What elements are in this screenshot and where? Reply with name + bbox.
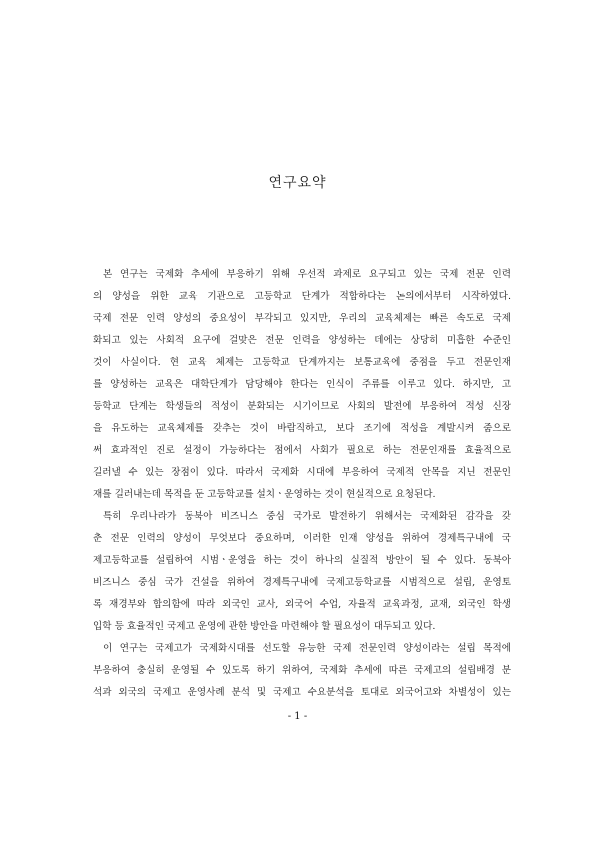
- text-line: 석과 외국의 국제고 운영사례 분석 및 국제고 수요분석을 토대로 외국어고와 차별성이 있는: [93, 687, 511, 698]
- text-line: 특히 우리나라가 동북아 비즈니스 중심 국가로 발전하기 위해서는 국제화된 감각을 갖: [103, 511, 511, 522]
- text-line: 국제 전문 인력 양성의 중요성이 부각되고 있지만, 우리의 교육체제는 빠른 속도로 국제: [93, 313, 511, 324]
- text-line: 춘 전문 인력의 양성이 무엇보다 중요하며, 이러한 인재 양성을 위하여 경제특구내에 국: [93, 533, 511, 544]
- text-line: 록 재경부와 합의함에 따라 외국인 교사, 외국어 수업, 자율적 교육과정, 교재, 외국인 학생: [93, 599, 511, 610]
- text-line: 화되고 있는 사회적 요구에 걸맞은 전문 인력을 양성하는 데에는 상당히 미흡한 수준인: [93, 335, 511, 346]
- text-line: 재를 길러내는데 목적을 둔 고등학교를 설치ㆍ운영하는 것이 현실적으로 요청된다.: [93, 489, 436, 500]
- text-line: 길러낼 수 있는 장점이 있다. 따라서 국제화 시대에 부응하여 국제적 안목을 지닌 전문인: [93, 467, 511, 478]
- text-line: 의 양성을 위한 교육 기관으로 고등학교 단계가 적합하다는 논의에서부터 시작하였다.: [93, 291, 511, 302]
- text-line: 본 연구는 국제화 추세에 부응하기 위해 우선적 과제로 요구되고 있는 국제 전문 인력: [103, 269, 511, 280]
- document-title: 연구요약: [268, 175, 327, 191]
- text-line: 부응하여 충실히 운영될 수 있도록 하기 위하여, 국제화 추세에 따른 국제고의 설립배경 분: [93, 665, 511, 676]
- text-line: 것이 사실이다. 현 교육 체제는 고등학교 단계까지는 보통교육에 중점을 두고 전문인재: [93, 357, 511, 368]
- text-line: 입학 등 효율적인 국제고 운영에 관한 방안을 마련해야 할 필요성이 대두되고 있다.: [93, 621, 436, 632]
- text-line: 을 유도하는 교육체제를 갖추는 것이 바람직하고, 보다 조기에 적성을 계발시켜 줌으로: [93, 423, 511, 434]
- text-line: 써 효과적인 진로 설정이 가능하다는 점에서 사회가 필요로 하는 전문인재를 효율적으로: [93, 445, 511, 456]
- text-line: 등학교 단계는 학생들의 적성이 분화되는 시기이므로 사회의 발전에 부응하여 적성 신장: [93, 401, 511, 412]
- text-line: 를 양성하는 교육은 대학단계가 담당해야 한다는 인식이 주류를 이루고 있다. 하지만, 고: [93, 379, 511, 390]
- text-line: 제고등학교를 설립하여 시범ㆍ운영을 하는 것이 하나의 실질적 방안이 될 수 있다. 동북아: [93, 555, 511, 566]
- text-line: 이 연구는 국제고가 국제화시대를 선도할 유능한 국제 전문인력 양성이라는 설립 목적에: [103, 643, 511, 654]
- page-number: - 1 -: [287, 711, 308, 722]
- summary-body: [93, 264, 511, 704]
- text-line: 비즈니스 중심 국가 건설을 위하여 경제특구내에 국제고등학교를 시범적으로 설립, 운영토: [93, 577, 511, 588]
